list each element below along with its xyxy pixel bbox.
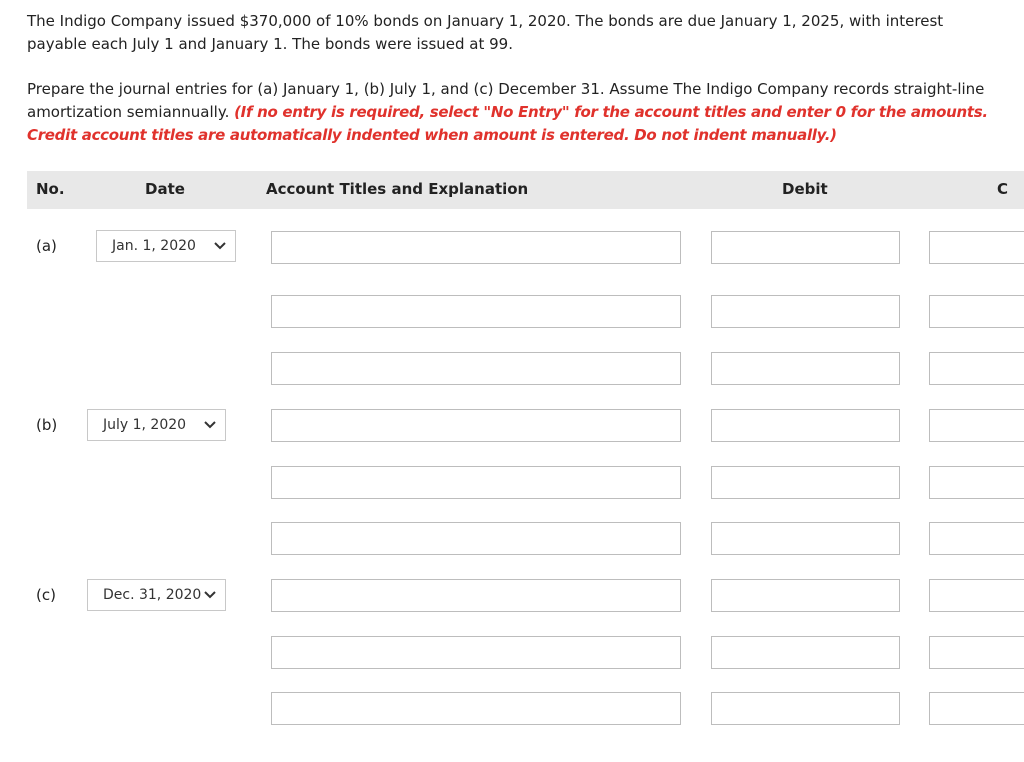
entry-c-label: (c) <box>36 586 56 604</box>
entry-b-date-select[interactable] <box>87 409 226 441</box>
entry-c-debit-input-3[interactable] <box>711 692 900 725</box>
entry-a-credit-input-2[interactable] <box>929 295 1024 328</box>
entry-b-credit-input-2[interactable] <box>929 466 1024 499</box>
entry-b-date-value: July 1, 2020 <box>103 417 187 433</box>
entry-c-debit-input-1[interactable] <box>711 579 900 612</box>
entry-a-debit-input-3[interactable] <box>711 352 900 385</box>
header-no: No. <box>36 180 65 198</box>
entry-a-date-value: Jan. 1, 2020 <box>112 238 196 254</box>
instructions-paragraph <box>27 78 1007 147</box>
prepare-text: Prepare the journal entries for (a) January 1, (b) July 1, and (c) December 31. Assume The Indigo Company records straight-line amortization semiannually. <box>27 80 985 121</box>
entry-b-debit-input-1[interactable] <box>711 409 900 442</box>
entry-b-account-input-2[interactable] <box>271 466 681 499</box>
chevron-down-icon <box>203 420 217 430</box>
chevron-down-icon <box>203 590 217 600</box>
table-header <box>27 171 1024 209</box>
entry-a-credit-input-3[interactable] <box>929 352 1024 385</box>
entry-a-label: (a) <box>36 237 57 255</box>
entry-b-credit-input-3[interactable] <box>929 522 1024 555</box>
entry-a-debit-input-2[interactable] <box>711 295 900 328</box>
problem-statement: The Indigo Company issued $370,000 of 10% bonds on January 1, 2020. The bonds are due January 1, 2025, with interest payable each July 1 and January 1. The bonds were issued at 99. <box>27 12 944 53</box>
entry-c-date-value: Dec. 31, 2020 <box>103 587 202 603</box>
instruction-note: (If no entry is required, select "No Entry" for the account titles and enter 0 for the amounts. Credit account titles are automatically indented when amount is entered. Do not indent manually.) <box>27 103 988 144</box>
entry-c-credit-input-1[interactable] <box>929 579 1024 612</box>
entry-b-label: (b) <box>36 416 58 434</box>
header-credit: C <box>997 180 1009 198</box>
chevron-down-icon <box>213 241 227 251</box>
entry-c-account-input-2[interactable] <box>271 636 681 669</box>
header-debit: Debit <box>782 180 828 198</box>
entry-c-credit-input-2[interactable] <box>929 636 1024 669</box>
entry-c-account-input-1[interactable] <box>271 579 681 612</box>
entry-c-credit-input-3[interactable] <box>929 692 1024 725</box>
entry-a-date-select[interactable] <box>96 230 236 262</box>
entry-a-account-input-3[interactable] <box>271 352 681 385</box>
header-date: Date <box>145 180 185 198</box>
entry-b-debit-input-2[interactable] <box>711 466 900 499</box>
header-account-titles: Account Titles and Explanation <box>266 180 529 198</box>
entry-a-debit-input-1[interactable] <box>711 231 900 264</box>
entry-c-debit-input-2[interactable] <box>711 636 900 669</box>
entry-a-credit-input-1[interactable] <box>929 231 1024 264</box>
entry-b-account-input-3[interactable] <box>271 522 681 555</box>
entry-c-account-input-3[interactable] <box>271 692 681 725</box>
entry-b-credit-input-1[interactable] <box>929 409 1024 442</box>
entry-a-account-input-1[interactable] <box>271 231 681 264</box>
entry-b-account-input-1[interactable] <box>271 409 681 442</box>
entry-a-account-input-2[interactable] <box>271 295 681 328</box>
entry-b-debit-input-3[interactable] <box>711 522 900 555</box>
entry-c-date-select[interactable] <box>87 579 226 611</box>
